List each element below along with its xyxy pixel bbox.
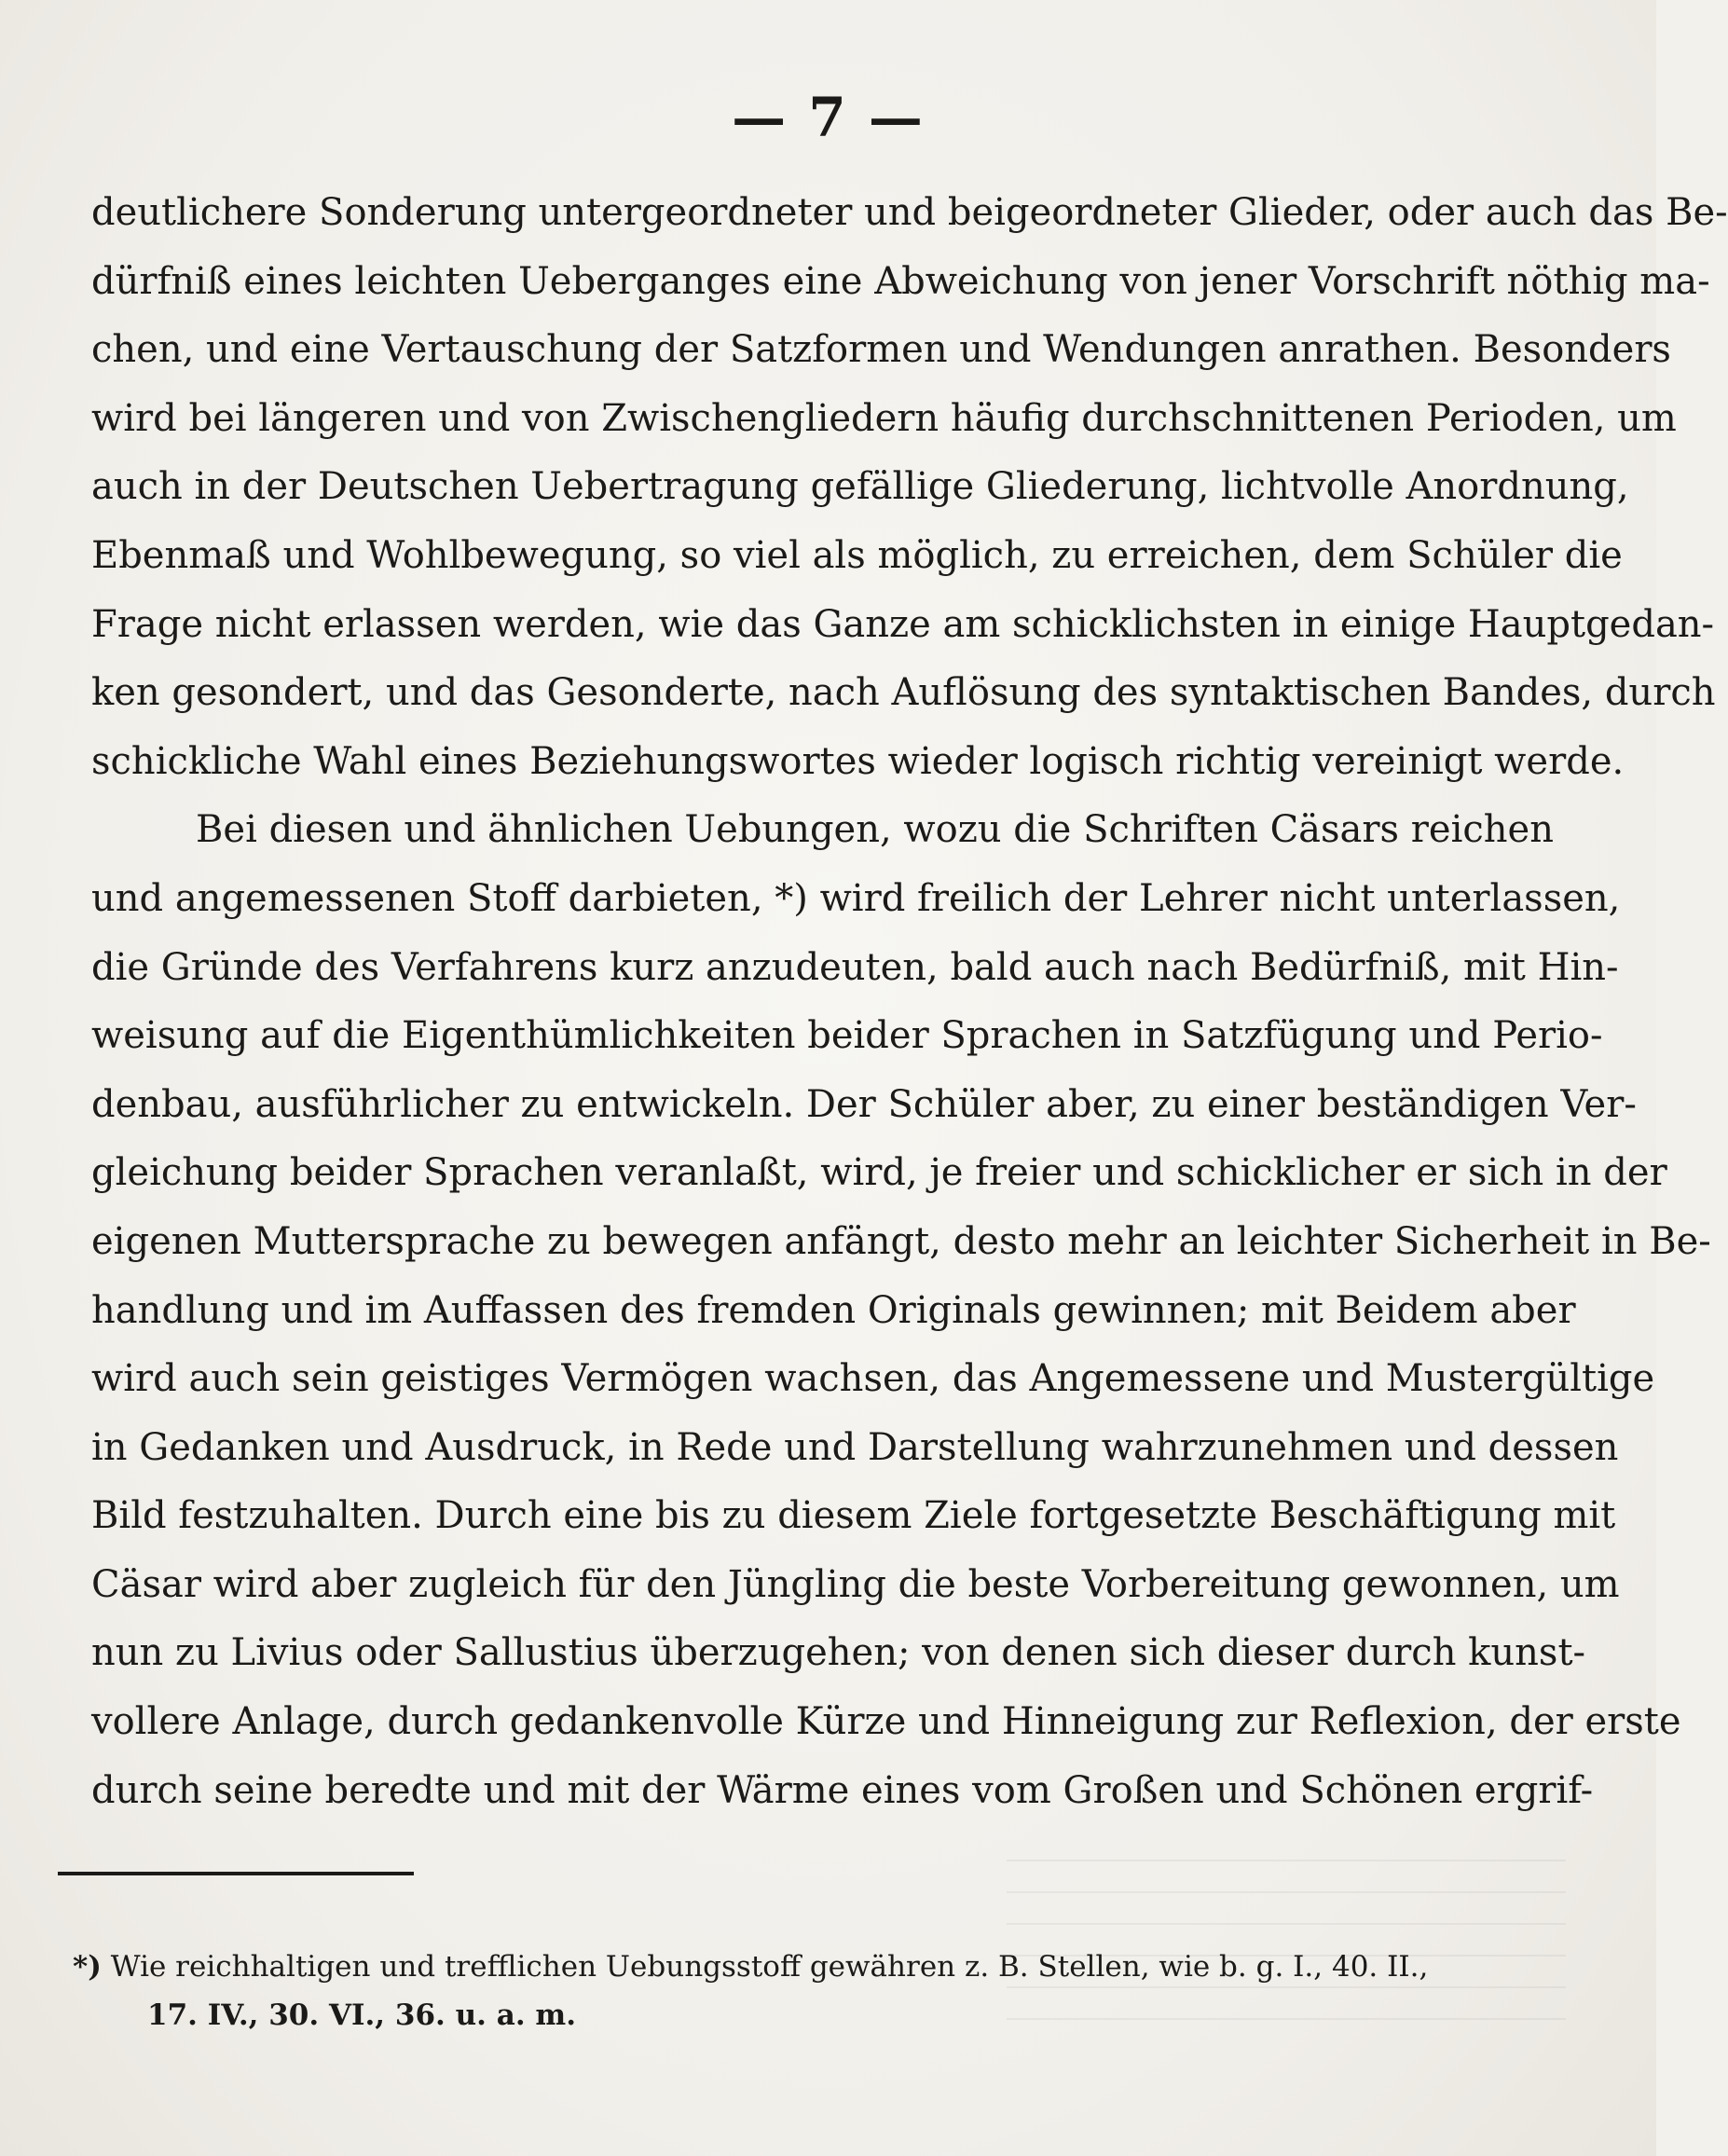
body-text	[91, 179, 1728, 1825]
footnote-line	[73, 1943, 1461, 1991]
text-line: vollere Anlage, durch gedankenvolle Kürze und Hinneigung zur Reflexion, der erste	[91, 1700, 1681, 1744]
text-line: Cäsar wird aber zugleich für den Jüngling die beste Vorbereitung gewonnen, um	[91, 1562, 1620, 1606]
text-line: schickliche Wahl eines Beziehungswortes wieder logisch richtig vereinigt werde.	[91, 739, 1625, 783]
page-number: — 7 —	[732, 86, 925, 149]
text-line: nun zu Livius oder Sallustius überzugehen; von denen sich dieser durch kunst-	[91, 1631, 1586, 1675]
text-line: die Gründe des Verfahrens kurz anzudeuten, bald auch nach Bedürfniß, mit Hin-	[91, 945, 1619, 989]
paragraph-first-line: Bei diesen und ähnlichen Uebungen, wozu die Schriften Cäsars reichen	[196, 808, 1554, 852]
footnote	[73, 1943, 1461, 2039]
text-line: handlung und im Auffassen des fremden Originals gewinnen; mit Beidem aber	[91, 1288, 1576, 1332]
text-line: in Gedanken und Ausdruck, in Rede und Darstellung wahrzunehmen und dessen	[91, 1425, 1619, 1469]
footnote-text: Wie reichhaltigen und trefflichen Uebungsstoff gewähren z. B. Stellen, wie b. g. I., 40. II.,	[110, 1950, 1429, 1984]
text-line: dürfniß eines leichten Ueberganges eine Abweichung von jener Vorschrift nöthig ma-	[91, 259, 1710, 303]
footnote-marker: *)	[73, 1950, 102, 1984]
text-line: gleichung beider Sprachen veranlaßt, wird, je freier und schicklicher er sich in der	[91, 1151, 1667, 1195]
footnote-divider	[58, 1872, 414, 1875]
text-line: wird bei längeren und von Zwischengliedern häufig durchschnittenen Perioden, um	[91, 396, 1677, 440]
text-line: durch seine beredte und mit der Wärme eines vom Großen und Schönen ergrif-	[91, 1768, 1594, 1812]
text-line: Frage nicht erlassen werden, wie das Ganze am schicklichsten in einige Hauptgedan-	[91, 602, 1715, 646]
text-line: eigenen Muttersprache zu bewegen anfängt, desto mehr an leichter Sicherheit in Be-	[91, 1219, 1711, 1263]
footnote-line: 17. IV., 30. VI., 36. u. a. m.	[147, 1998, 577, 2032]
text-line: Bild festzuhalten. Durch eine bis zu diesem Ziele fortgesetzte Beschäftigung mit	[91, 1494, 1616, 1538]
text-line: auch in der Deutschen Uebertragung gefällige Gliederung, lichtvolle Anordnung,	[91, 465, 1629, 509]
text-line: deutlichere Sonderung untergeordneter und beigeordneter Glieder, oder auch das Be-	[91, 191, 1728, 234]
text-line: und angemessenen Stoff darbieten, *) wird freilich der Lehrer nicht unterlassen,	[91, 876, 1621, 920]
text-line: denbau, ausführlicher zu entwickeln. Der Schüler aber, zu einer beständigen Ver-	[91, 1082, 1637, 1126]
text-line: wird auch sein geistiges Vermögen wachsen, das Angemessene und Mustergültige	[91, 1357, 1655, 1401]
text-line: Ebenmaß und Wohlbewegung, so viel als möglich, zu erreichen, dem Schüler die	[91, 533, 1623, 577]
text-line: ken gesondert, und das Gesonderte, nach Auflösung des syntaktischen Bandes, durch	[91, 671, 1716, 715]
text-line: weisung auf die Eigenthümlichkeiten beider Sprachen in Satzfügung und Perio-	[91, 1014, 1603, 1058]
text-line: chen, und eine Vertauschung der Satzformen und Wendungen anrathen. Besonders	[91, 328, 1671, 372]
